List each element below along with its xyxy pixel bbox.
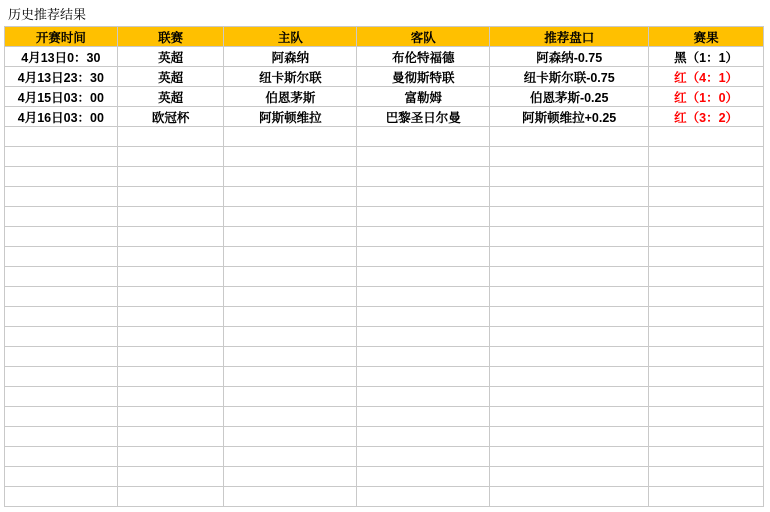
cell-empty[interactable]	[5, 347, 118, 367]
table-header	[5, 27, 764, 47]
cell-empty[interactable]	[224, 367, 357, 387]
cell-empty[interactable]	[490, 307, 649, 327]
column-header-time[interactable]: 开赛时间	[5, 27, 118, 47]
table-row-empty[interactable]	[5, 367, 764, 387]
cell-empty[interactable]	[649, 187, 764, 207]
cell-empty[interactable]	[649, 327, 764, 347]
column-header-away-team[interactable]: 客队	[357, 27, 490, 47]
cell-empty[interactable]	[649, 487, 764, 507]
cell-empty[interactable]	[117, 467, 224, 487]
cell-empty[interactable]	[490, 447, 649, 467]
cell-empty[interactable]	[357, 287, 490, 307]
cell-empty[interactable]	[5, 247, 118, 267]
cell-empty[interactable]	[649, 207, 764, 227]
cell-empty[interactable]	[357, 267, 490, 287]
cell-empty[interactable]	[490, 347, 649, 367]
cell-empty[interactable]	[357, 247, 490, 267]
column-header-handicap[interactable]: 推荐盘口	[490, 27, 649, 47]
table-header-row	[5, 27, 764, 47]
cell-empty[interactable]	[649, 287, 764, 307]
cell-league-name[interactable]: 英超	[117, 47, 224, 67]
cell-empty[interactable]	[117, 307, 224, 327]
cell-away-team[interactable]: 富勒姆	[357, 87, 490, 107]
cell-match-time[interactable]: 4月16日03：00	[5, 107, 118, 127]
cell-away-team[interactable]: 曼彻斯特联	[357, 67, 490, 87]
cell-empty[interactable]	[649, 267, 764, 287]
cell-league-name[interactable]: 英超	[117, 87, 224, 107]
cell-match-time[interactable]: 4月13日23：30	[5, 67, 118, 87]
cell-match-result[interactable]: 黑（1：1）	[649, 47, 764, 67]
cell-empty[interactable]	[117, 247, 224, 267]
cell-empty[interactable]	[224, 187, 357, 207]
table-row-empty[interactable]	[5, 207, 764, 227]
cell-match-time[interactable]: 4月13日0：30	[5, 47, 118, 67]
cell-empty[interactable]	[5, 407, 118, 427]
cell-league-name[interactable]: 欧冠杯	[117, 107, 224, 127]
cell-empty[interactable]	[649, 127, 764, 147]
table-row-empty[interactable]	[5, 327, 764, 347]
cell-recommended-handicap[interactable]: 伯恩茅斯-0.25	[490, 87, 649, 107]
cell-empty[interactable]	[224, 467, 357, 487]
cell-empty[interactable]	[357, 187, 490, 207]
cell-empty[interactable]	[5, 327, 118, 347]
cell-empty[interactable]	[117, 447, 224, 467]
table-row-empty[interactable]	[5, 187, 764, 207]
cell-match-result[interactable]: 红（1：0）	[649, 87, 764, 107]
table-row-empty[interactable]	[5, 447, 764, 467]
cell-empty[interactable]	[117, 347, 224, 367]
cell-empty[interactable]	[117, 147, 224, 167]
cell-empty[interactable]	[5, 267, 118, 287]
cell-match-result[interactable]: 红（3：2）	[649, 107, 764, 127]
cell-empty[interactable]	[224, 427, 357, 447]
cell-empty[interactable]	[490, 427, 649, 447]
cell-home-team[interactable]: 阿森纳	[224, 47, 357, 67]
cell-home-team[interactable]: 阿斯顿维拉	[224, 107, 357, 127]
cell-empty[interactable]	[357, 467, 490, 487]
cell-empty[interactable]	[224, 287, 357, 307]
cell-empty[interactable]	[490, 127, 649, 147]
cell-empty[interactable]	[5, 127, 118, 147]
column-header-result[interactable]: 赛果	[649, 27, 764, 47]
cell-empty[interactable]	[117, 267, 224, 287]
cell-empty[interactable]	[5, 307, 118, 327]
cell-away-team[interactable]: 布伦特福德	[357, 47, 490, 67]
cell-empty[interactable]	[5, 487, 118, 507]
cell-empty[interactable]	[649, 467, 764, 487]
cell-home-team[interactable]: 纽卡斯尔联	[224, 67, 357, 87]
cell-empty[interactable]	[490, 247, 649, 267]
cell-empty[interactable]	[649, 447, 764, 467]
cell-empty[interactable]	[357, 227, 490, 247]
cell-empty[interactable]	[224, 347, 357, 367]
cell-empty[interactable]	[490, 147, 649, 167]
cell-empty[interactable]	[117, 387, 224, 407]
cell-empty[interactable]	[5, 427, 118, 447]
cell-empty[interactable]	[117, 227, 224, 247]
cell-empty[interactable]	[117, 407, 224, 427]
cell-empty[interactable]	[649, 427, 764, 447]
cell-empty[interactable]	[224, 487, 357, 507]
cell-empty[interactable]	[117, 287, 224, 307]
table-row-empty[interactable]	[5, 307, 764, 327]
cell-empty[interactable]	[5, 387, 118, 407]
cell-empty[interactable]	[117, 127, 224, 147]
table-row-empty[interactable]	[5, 147, 764, 167]
cell-empty[interactable]	[117, 167, 224, 187]
cell-empty[interactable]	[224, 267, 357, 287]
cell-empty[interactable]	[5, 187, 118, 207]
page-title: 历史推荐结果	[8, 6, 87, 22]
cell-empty[interactable]	[117, 487, 224, 507]
cell-empty[interactable]	[224, 147, 357, 167]
table-row[interactable]	[5, 87, 764, 107]
cell-empty[interactable]	[5, 207, 118, 227]
table-row-empty[interactable]	[5, 387, 764, 407]
cell-empty[interactable]	[357, 347, 490, 367]
column-header-home-team[interactable]: 主队	[224, 27, 357, 47]
cell-empty[interactable]	[224, 127, 357, 147]
table-body	[5, 47, 764, 507]
cell-empty[interactable]	[357, 387, 490, 407]
cell-empty[interactable]	[357, 447, 490, 467]
cell-empty[interactable]	[649, 307, 764, 327]
cell-empty[interactable]	[117, 427, 224, 447]
cell-empty[interactable]	[490, 267, 649, 287]
cell-empty[interactable]	[649, 387, 764, 407]
cell-empty[interactable]	[224, 327, 357, 347]
cell-empty[interactable]	[649, 227, 764, 247]
cell-empty[interactable]	[357, 367, 490, 387]
table-row[interactable]	[5, 47, 764, 67]
cell-empty[interactable]	[357, 207, 490, 227]
cell-empty[interactable]	[490, 467, 649, 487]
cell-empty[interactable]	[649, 147, 764, 167]
cell-empty[interactable]	[5, 147, 118, 167]
cell-match-time[interactable]: 4月15日03：00	[5, 87, 118, 107]
table-row-empty[interactable]	[5, 247, 764, 267]
cell-empty[interactable]	[357, 407, 490, 427]
cell-empty[interactable]	[5, 227, 118, 247]
cell-empty[interactable]	[490, 407, 649, 427]
cell-empty[interactable]	[357, 167, 490, 187]
cell-empty[interactable]	[117, 187, 224, 207]
cell-empty[interactable]	[224, 247, 357, 267]
cell-empty[interactable]	[5, 167, 118, 187]
cell-empty[interactable]	[224, 307, 357, 327]
cell-empty[interactable]	[117, 207, 224, 227]
cell-league-name[interactable]: 英超	[117, 67, 224, 87]
cell-empty[interactable]	[490, 207, 649, 227]
table-row-empty[interactable]	[5, 267, 764, 287]
cell-empty[interactable]	[490, 287, 649, 307]
cell-empty[interactable]	[5, 287, 118, 307]
table-row[interactable]	[5, 107, 764, 127]
cell-empty[interactable]	[490, 227, 649, 247]
cell-empty[interactable]	[357, 147, 490, 167]
cell-empty[interactable]	[490, 387, 649, 407]
cell-match-result[interactable]: 红（4：1）	[649, 67, 764, 87]
cell-recommended-handicap[interactable]: 阿斯顿维拉+0.25	[490, 107, 649, 127]
cell-empty[interactable]	[490, 487, 649, 507]
cell-empty[interactable]	[224, 227, 357, 247]
cell-empty[interactable]	[224, 167, 357, 187]
cell-empty[interactable]	[357, 427, 490, 447]
cell-empty[interactable]	[224, 387, 357, 407]
cell-home-team[interactable]: 伯恩茅斯	[224, 87, 357, 107]
table-row-empty[interactable]	[5, 487, 764, 507]
table-row-empty[interactable]	[5, 127, 764, 147]
document-title-row	[0, 0, 770, 26]
cell-empty[interactable]	[649, 347, 764, 367]
cell-empty[interactable]	[490, 187, 649, 207]
table-row-empty[interactable]	[5, 167, 764, 187]
table-row[interactable]	[5, 67, 764, 87]
cell-empty[interactable]	[357, 307, 490, 327]
cell-empty[interactable]	[357, 327, 490, 347]
cell-away-team[interactable]: 巴黎圣日尔曼	[357, 107, 490, 127]
cell-empty[interactable]	[117, 367, 224, 387]
cell-empty[interactable]	[649, 167, 764, 187]
column-header-league[interactable]: 联赛	[117, 27, 224, 47]
cell-empty[interactable]	[117, 327, 224, 347]
cell-empty[interactable]	[649, 367, 764, 387]
cell-empty[interactable]	[490, 167, 649, 187]
table-row-empty[interactable]	[5, 287, 764, 307]
table-row-empty[interactable]	[5, 407, 764, 427]
cell-empty[interactable]	[649, 247, 764, 267]
table-row-empty[interactable]	[5, 227, 764, 247]
cell-recommended-handicap[interactable]: 阿森纳-0.75	[490, 47, 649, 67]
cell-empty[interactable]	[649, 407, 764, 427]
cell-empty[interactable]	[224, 447, 357, 467]
history-results-table	[4, 26, 764, 507]
table-row-empty[interactable]	[5, 427, 764, 447]
cell-empty[interactable]	[5, 467, 118, 487]
cell-empty[interactable]	[357, 127, 490, 147]
cell-empty[interactable]	[357, 487, 490, 507]
cell-empty[interactable]	[490, 327, 649, 347]
cell-empty[interactable]	[224, 407, 357, 427]
table-row-empty[interactable]	[5, 347, 764, 367]
cell-recommended-handicap[interactable]: 纽卡斯尔联-0.75	[490, 67, 649, 87]
cell-empty[interactable]	[5, 367, 118, 387]
table-row-empty[interactable]	[5, 467, 764, 487]
cell-empty[interactable]	[490, 367, 649, 387]
cell-empty[interactable]	[5, 447, 118, 467]
cell-empty[interactable]	[224, 207, 357, 227]
